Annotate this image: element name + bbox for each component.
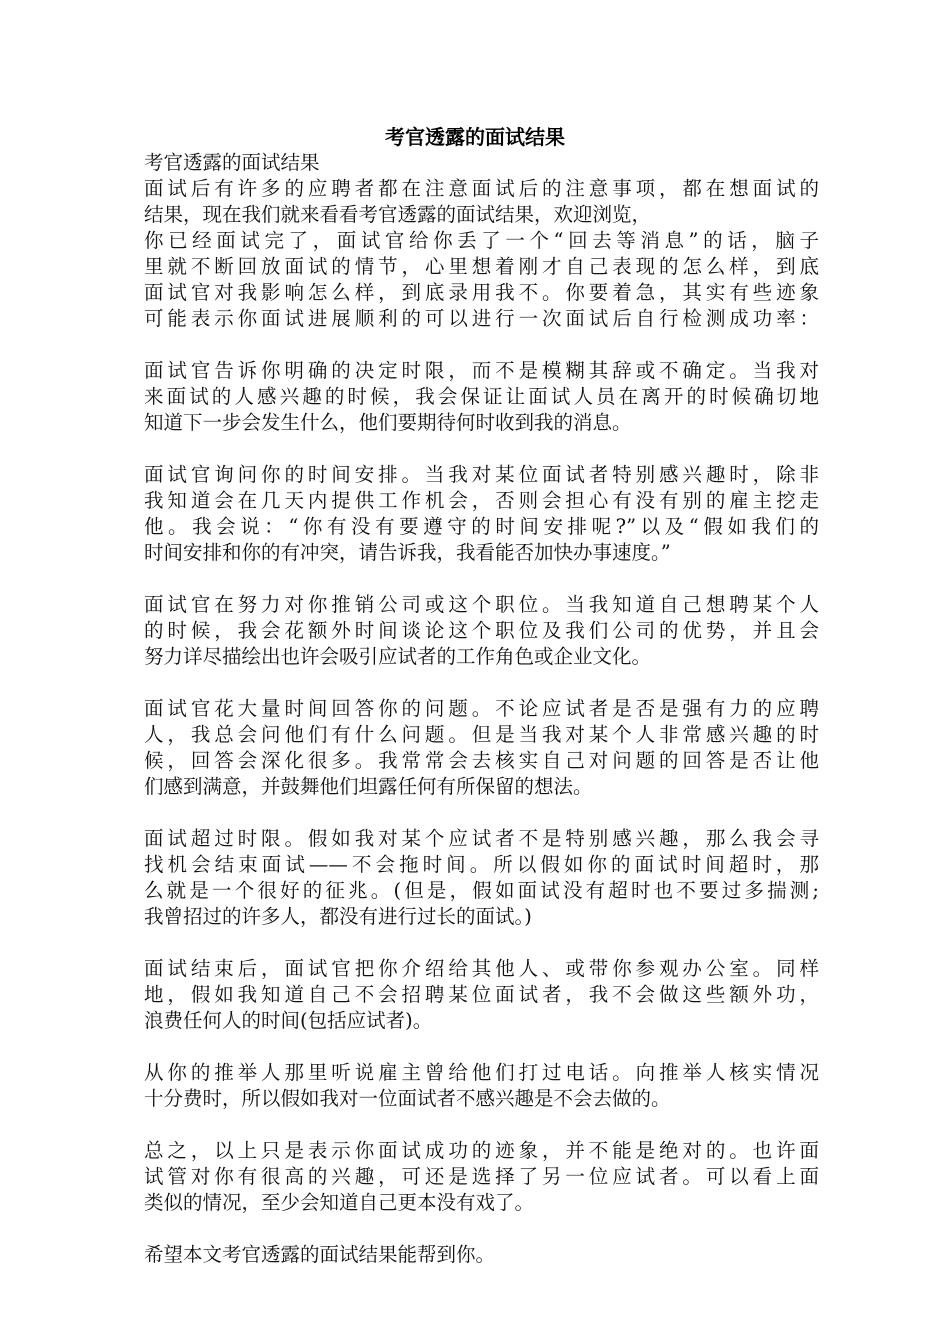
paragraph-gap bbox=[144, 436, 819, 462]
text-line: 来面试的人感兴趣的时候，我会保证让面试人员在离开的时候确切地 bbox=[144, 385, 819, 408]
text-line: 面试官询问你的时间安排。当我对某位面试者特别感兴趣时，除非 bbox=[144, 463, 819, 486]
text-line: 十分费时，所以假如我对一位面试者不感兴趣是不会去做的。 bbox=[144, 1087, 671, 1110]
text-line: 人，我总会问他们有什么问题。但是当我对某个人非常感兴趣的时 bbox=[144, 723, 819, 746]
paragraph-gap bbox=[144, 332, 819, 358]
text-line: 的时候，我会花额外时间谈论这个职位及我们公司的优势，并且会 bbox=[144, 619, 819, 642]
text-line: 你已经面试完了，面试官给你丢了一个“回去等消息”的话，脑子 bbox=[144, 229, 819, 252]
paragraph-gap bbox=[144, 930, 819, 956]
text-line: 我知道会在几天内提供工作机会，否则会担心有没有别的雇主挖走 bbox=[144, 489, 819, 512]
paragraph-gap bbox=[144, 1216, 819, 1242]
text-line: 总之，以上只是表示你面试成功的迹象，并不能是绝对的。也许面 bbox=[144, 1139, 819, 1162]
text-line: 可能表示你面试进展顺利的可以进行一次面试后自行检测成功率： bbox=[144, 307, 819, 330]
text-line: 我曾招过的许多人，都没有进行过长的面试。) bbox=[144, 905, 532, 928]
text-line: 努力详尽描绘出也许会吸引应试者的工作角色或企业文化。 bbox=[144, 645, 652, 668]
text-line: 结果，现在我们就来看看考官透露的面试结果，欢迎浏览， bbox=[144, 203, 652, 226]
text-line: 时间安排和你的有冲突，请告诉我，我看能否加快办事速度。” bbox=[144, 541, 671, 564]
paragraph-gap bbox=[144, 1034, 819, 1060]
text-line: 面试后有许多的应聘者都在注意面试后的注意事项，都在想面试的 bbox=[144, 177, 819, 200]
paragraph-gap bbox=[144, 1112, 819, 1138]
text-line: 从你的推举人那里听说雇主曾给他们打过电话。向推举人核实情况 bbox=[144, 1061, 819, 1084]
text-line: 面试官在努力对你推销公司或这个职位。当我知道自己想聘某个人 bbox=[144, 593, 819, 616]
text-line: 面试官花大量时间回答你的问题。不论应试者是否是强有力的应聘 bbox=[144, 697, 819, 720]
text-line: 面试官告诉你明确的决定时限，而不是模糊其辞或不确定。当我对 bbox=[144, 359, 819, 382]
text-line: 试管对你有很高的兴趣，可还是选择了另一位应试者。可以看上面 bbox=[144, 1165, 819, 1188]
text-line: 他。我会说：“你有没有要遵守的时间安排呢?”以及“假如我们的 bbox=[144, 515, 819, 538]
text-line: 知道下一步会发生什么，他们要期待何时收到我的消息。 bbox=[144, 411, 632, 434]
text-line: 么就是一个很好的征兆。(但是，假如面试没有超时也不要过多揣测; bbox=[144, 879, 819, 902]
text-line: 浪费任何人的时间(包括应试者)。 bbox=[144, 1009, 433, 1032]
text-line: 里就不断回放面试的情节，心里想着刚才自己表现的怎么样，到底 bbox=[144, 255, 819, 278]
text-line: 面试超过时限。假如我对某个应试者不是特别感兴趣，那么我会寻 bbox=[144, 827, 819, 850]
text-line: 候，回答会深化很多。我常常会去核实自己对问题的回答是否让他 bbox=[144, 749, 819, 772]
text-line: 类似的情况，至少会知道自己更本没有戏了。 bbox=[144, 1191, 535, 1214]
document-body bbox=[144, 150, 819, 1268]
text-line: 希望本文考官透露的面试结果能帮到你。 bbox=[144, 1243, 496, 1266]
text-line: 地，假如我知道自己不会招聘某位面试者，我不会做这些额外功， bbox=[144, 983, 819, 1006]
text-line: 考官透露的面试结果 bbox=[144, 151, 320, 174]
text-line: 面试结束后，面试官把你介绍给其他人、或带你参观办公室。同样 bbox=[144, 957, 819, 980]
text-line: 面试官对我影响怎么样，到底录用我不。你要着急，其实有些迹象 bbox=[144, 281, 819, 304]
text-line: 们感到满意，并鼓舞他们坦露任何有所保留的想法。 bbox=[144, 775, 593, 798]
document-title: 考官透露的面试结果 bbox=[385, 125, 565, 149]
paragraph-gap bbox=[144, 800, 819, 826]
text-line: 找机会结束面试——不会拖时间。所以假如你的面试时间超时，那 bbox=[144, 853, 819, 876]
paragraph-gap bbox=[144, 670, 819, 696]
paragraph-gap bbox=[144, 566, 819, 592]
